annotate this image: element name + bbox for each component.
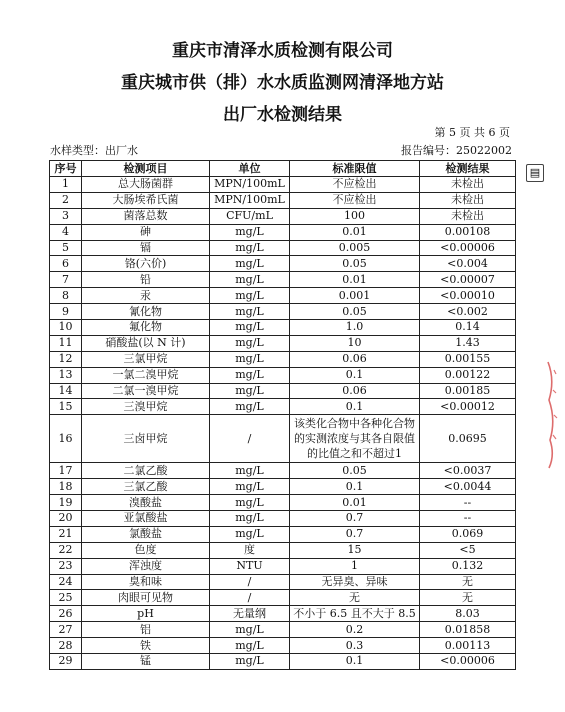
table-row (50, 304, 516, 320)
cell-item: 三氯甲烷 (82, 351, 210, 367)
cell-limit: 0.06 (290, 351, 420, 367)
table-row (50, 383, 516, 399)
cell-limit: 15 (290, 542, 420, 558)
table-row (50, 192, 516, 208)
cell-unit: mg/L (210, 288, 290, 304)
cell-item: 硝酸盐(以 N 计) (82, 335, 210, 351)
cell-unit: mg/L (210, 399, 290, 415)
cell-limit: 0.01 (290, 495, 420, 511)
cell-limit: 该类化合物中各种化合物的实测浓度与其各自限值的比值之和不超过1 (290, 415, 420, 463)
cell-index: 4 (50, 224, 82, 240)
cell-unit: mg/L (210, 479, 290, 495)
cell-unit: mg/L (210, 351, 290, 367)
header-index: 序号 (50, 161, 82, 177)
table-row (50, 240, 516, 256)
cell-index: 6 (50, 256, 82, 272)
cell-index: 17 (50, 463, 82, 479)
cell-unit: NTU (210, 558, 290, 574)
cell-unit: mg/L (210, 320, 290, 336)
cell-unit: / (210, 590, 290, 606)
cell-result: <0.00006 (420, 240, 516, 256)
cell-index: 5 (50, 240, 82, 256)
cell-item: 氰化物 (82, 304, 210, 320)
cell-unit: mg/L (210, 304, 290, 320)
table-row (50, 511, 516, 527)
cell-item: 色度 (82, 542, 210, 558)
cell-limit: 0.06 (290, 383, 420, 399)
table-row (50, 335, 516, 351)
cell-limit: 0.7 (290, 526, 420, 542)
cell-limit: 0.01 (290, 224, 420, 240)
cell-item: 一氯二溴甲烷 (82, 367, 210, 383)
cell-result: <5 (420, 542, 516, 558)
cell-index: 27 (50, 622, 82, 638)
cell-limit: 0.01 (290, 272, 420, 288)
cell-index: 20 (50, 511, 82, 527)
cell-index: 26 (50, 606, 82, 622)
cell-item: 总大肠菌群 (82, 177, 210, 193)
table-row (50, 272, 516, 288)
table-row (50, 224, 516, 240)
cell-unit: CFU/mL (210, 208, 290, 224)
table-row (50, 208, 516, 224)
cell-index: 15 (50, 399, 82, 415)
cell-item: 三溴甲烷 (82, 399, 210, 415)
cell-index: 18 (50, 479, 82, 495)
cell-item: 二氯乙酸 (82, 463, 210, 479)
cell-item: pH (82, 606, 210, 622)
cell-item: 汞 (82, 288, 210, 304)
cell-unit: MPN/100mL (210, 177, 290, 193)
cell-index: 24 (50, 574, 82, 590)
cell-index: 16 (50, 415, 82, 463)
cell-unit: mg/L (210, 526, 290, 542)
cell-result: 无 (420, 590, 516, 606)
cell-index: 29 (50, 654, 82, 670)
page-info: 第 5 页 共 6 页 (434, 126, 510, 139)
cell-result: 0.00122 (420, 367, 516, 383)
cell-limit: 0.05 (290, 256, 420, 272)
cell-unit: mg/L (210, 240, 290, 256)
cell-result: 8.03 (420, 606, 516, 622)
cell-result: 0.00108 (420, 224, 516, 240)
table-row (50, 367, 516, 383)
cell-index: 21 (50, 526, 82, 542)
table-row (50, 399, 516, 415)
cell-result: <0.0044 (420, 479, 516, 495)
table-row (50, 558, 516, 574)
cell-limit: 0.2 (290, 622, 420, 638)
cell-index: 10 (50, 320, 82, 336)
cell-result: <0.002 (420, 304, 516, 320)
cell-index: 2 (50, 192, 82, 208)
table-row (50, 415, 516, 463)
cell-item: 铝 (82, 622, 210, 638)
cell-item: 亚氯酸盐 (82, 511, 210, 527)
sample-type: 水样类型：出厂水 (50, 144, 138, 157)
cell-limit: 1.0 (290, 320, 420, 336)
table-row (50, 463, 516, 479)
cell-result: 0.01858 (420, 622, 516, 638)
cell-item: 臭和味 (82, 574, 210, 590)
header-result: 检测结果 (420, 161, 516, 177)
table-row (50, 479, 516, 495)
cell-limit: 1 (290, 558, 420, 574)
cell-item: 镉 (82, 240, 210, 256)
cell-result: -- (420, 511, 516, 527)
cell-item: 二氯一溴甲烷 (82, 383, 210, 399)
cell-index: 19 (50, 495, 82, 511)
cell-item: 肉眼可见物 (82, 590, 210, 606)
table-row (50, 542, 516, 558)
cell-unit: mg/L (210, 383, 290, 399)
cell-limit: 0.1 (290, 399, 420, 415)
station-title: 重庆城市供（排）水水质监测网清泽地方站 (121, 73, 444, 93)
cell-unit: mg/L (210, 256, 290, 272)
cell-item: 锰 (82, 654, 210, 670)
cell-index: 1 (50, 177, 82, 193)
cell-item: 铁 (82, 638, 210, 654)
cell-limit: 10 (290, 335, 420, 351)
cell-unit: / (210, 415, 290, 463)
table-row (50, 606, 516, 622)
cell-result: 0.0695 (420, 415, 516, 463)
cell-unit: mg/L (210, 335, 290, 351)
table-row (50, 495, 516, 511)
cell-item: 浑浊度 (82, 558, 210, 574)
cell-limit: 无异臭、异味 (290, 574, 420, 590)
cell-index: 23 (50, 558, 82, 574)
table-row (50, 622, 516, 638)
cell-unit: 度 (210, 542, 290, 558)
cell-index: 3 (50, 208, 82, 224)
cell-limit: 0.005 (290, 240, 420, 256)
cell-index: 11 (50, 335, 82, 351)
cell-result: <0.00010 (420, 288, 516, 304)
cell-index: 14 (50, 383, 82, 399)
cell-unit: mg/L (210, 463, 290, 479)
table-row (50, 574, 516, 590)
cell-limit: 无 (290, 590, 420, 606)
company-title: 重庆市清泽水质检测有限公司 (172, 41, 393, 61)
table-row (50, 351, 516, 367)
cell-item: 铅 (82, 272, 210, 288)
cell-result: 0.132 (420, 558, 516, 574)
cell-result: <0.00007 (420, 272, 516, 288)
cell-unit: mg/L (210, 224, 290, 240)
cell-limit: 0.1 (290, 367, 420, 383)
cell-item: 菌落总数 (82, 208, 210, 224)
cell-limit: 0.05 (290, 304, 420, 320)
cell-unit: mg/L (210, 367, 290, 383)
cell-unit: / (210, 574, 290, 590)
cell-unit: mg/L (210, 622, 290, 638)
cell-index: 8 (50, 288, 82, 304)
header-item: 检测项目 (82, 161, 210, 177)
cell-limit: 不应检出 (290, 177, 420, 193)
cell-limit: 0.3 (290, 638, 420, 654)
cell-limit: 不小于 6.5 且不大于 8.5 (290, 606, 420, 622)
cell-unit: 无量纲 (210, 606, 290, 622)
cell-unit: mg/L (210, 272, 290, 288)
cell-unit: mg/L (210, 511, 290, 527)
table-header-row (50, 161, 516, 177)
report-title: 出厂水检测结果 (223, 105, 342, 125)
seal-stamp-fragment (545, 360, 559, 470)
cell-result: <0.00012 (420, 399, 516, 415)
cell-limit: 100 (290, 208, 420, 224)
document-icon[interactable]: ▤ (526, 164, 544, 182)
cell-item: 砷 (82, 224, 210, 240)
cell-result: -- (420, 495, 516, 511)
cell-result: 0.00155 (420, 351, 516, 367)
cell-index: 28 (50, 638, 82, 654)
cell-result: 0.00113 (420, 638, 516, 654)
table-row (50, 526, 516, 542)
cell-item: 大肠埃希氏菌 (82, 192, 210, 208)
cell-item: 氯酸盐 (82, 526, 210, 542)
cell-result: 未检出 (420, 192, 516, 208)
cell-index: 13 (50, 367, 82, 383)
table-row (50, 256, 516, 272)
table-row (50, 654, 516, 670)
table-row (50, 288, 516, 304)
cell-result: 0.069 (420, 526, 516, 542)
table-row (50, 177, 516, 193)
cell-unit: mg/L (210, 654, 290, 670)
header-unit: 单位 (210, 161, 290, 177)
cell-item: 三卤甲烷 (82, 415, 210, 463)
table-row (50, 638, 516, 654)
cell-limit: 0.05 (290, 463, 420, 479)
cell-limit: 0.1 (290, 479, 420, 495)
cell-item: 溴酸盐 (82, 495, 210, 511)
cell-result: 未检出 (420, 208, 516, 224)
cell-result: 0.00185 (420, 383, 516, 399)
cell-index: 9 (50, 304, 82, 320)
cell-item: 铬(六价) (82, 256, 210, 272)
cell-result: <0.0037 (420, 463, 516, 479)
cell-result: <0.00006 (420, 654, 516, 670)
cell-index: 7 (50, 272, 82, 288)
report-number: 报告编号：25022002 (401, 144, 512, 157)
cell-limit: 0.001 (290, 288, 420, 304)
cell-index: 12 (50, 351, 82, 367)
cell-unit: mg/L (210, 495, 290, 511)
cell-index: 22 (50, 542, 82, 558)
cell-limit: 0.1 (290, 654, 420, 670)
table-row (50, 590, 516, 606)
cell-index: 25 (50, 590, 82, 606)
results-table (49, 160, 516, 670)
cell-result: <0.004 (420, 256, 516, 272)
header-limit: 标准限值 (290, 161, 420, 177)
cell-limit: 0.7 (290, 511, 420, 527)
cell-item: 氟化物 (82, 320, 210, 336)
cell-item: 三氯乙酸 (82, 479, 210, 495)
cell-unit: MPN/100mL (210, 192, 290, 208)
cell-result: 1.43 (420, 335, 516, 351)
cell-result: 无 (420, 574, 516, 590)
table-row (50, 320, 516, 336)
cell-unit: mg/L (210, 638, 290, 654)
cell-result: 未检出 (420, 177, 516, 193)
cell-limit: 不应检出 (290, 192, 420, 208)
cell-result: 0.14 (420, 320, 516, 336)
